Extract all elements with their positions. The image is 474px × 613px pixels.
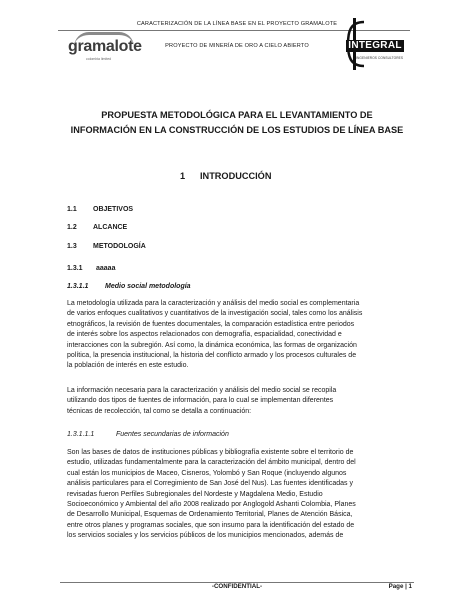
integral-logo	[342, 18, 408, 70]
heading-fuentes-secundarias	[67, 431, 229, 438]
gramalote-logo-tagline: colombia limited	[86, 57, 112, 61]
heading-text: Medio social metodología	[105, 283, 191, 290]
paragraph-line: etnográficos, la revisión de fuentes documentales, la comparación estadística entre periodos	[67, 320, 355, 328]
heading-objetivos	[67, 206, 133, 213]
heading-subsection	[67, 265, 115, 272]
footer-confidential: -CONFIDENTIAL-	[211, 583, 263, 590]
heading-text: OBJETIVOS	[93, 206, 134, 213]
paragraph-line: cual están los municipios de Maceo, Cisneros, Yolombó y San Roque (incluyendo algunos	[67, 469, 347, 477]
paragraph-line: revisadas fueron Perfiles Subregionales del Nordeste y Magdalena Medio, Estudio	[67, 490, 323, 498]
document-title-line: PROPUESTA METODOLÓGICA PARA EL LEVANTAMIENTO DE	[101, 110, 373, 120]
heading-text: ALCANCE	[93, 224, 128, 231]
paragraph-line: La metodología utilizada para la caracterización y análisis del medio social es complementaria	[67, 300, 360, 307]
document-title-line: INFORMACIÓN EN LA CONSTRUCCIÓN DE LOS ESTUDIOS DE LÍNEA BASE	[70, 125, 404, 135]
paragraph-line: La información necesaria para la caracterización y análisis del medio social se recopila	[67, 387, 337, 394]
document-title	[60, 108, 414, 138]
heading-number: 1.3	[67, 243, 77, 250]
heading-text: Fuentes secundarias de información	[116, 431, 229, 438]
heading-number: 1.3.1	[67, 265, 83, 272]
footer-page-number: Page | 1	[388, 583, 412, 590]
paragraph-metodologia	[67, 299, 412, 372]
heading-number: 1.3.1.1	[67, 283, 89, 290]
heading-number: 1.2	[67, 224, 77, 231]
heading-number: 1	[180, 171, 186, 181]
gramalote-logo-text: gramalote	[68, 38, 142, 55]
heading-number: 1.1	[67, 206, 77, 213]
paragraph-line: de interés sobre los aspectos relacionados con demografía, espacialidad, conectividad e	[67, 331, 342, 339]
paragraph-line: Son las bases de datos de instituciones públicas y bibliografía existente sobre el territorio de	[67, 449, 354, 456]
gramalote-logo	[66, 28, 142, 62]
integral-logo-tagline: INGENIEROS CONSULTORES	[356, 56, 404, 60]
paragraph-line: interacciones con la subregión. Así como, la dinámica económica, las formas de organización	[67, 341, 357, 349]
paragraph-line: utilizando dos tipos de fuentes de información, para lo cual se implementan diferentes	[67, 397, 334, 405]
heading-introduccion	[180, 171, 271, 181]
paragraph-line: la población de interés en este estudio.	[67, 362, 189, 370]
heading-alcance	[67, 224, 127, 231]
paragraph-line: los servicios sociales y los servicios públicos de los municipios mencionados, además de	[67, 532, 344, 540]
header-title: CARACTERIZACIÓN DE LA LÍNEA BASE EN EL PROYECTO GRAMALOTE	[136, 21, 338, 27]
integral-logo-text: INTEGRAL	[346, 40, 404, 52]
paragraph-line: estudio, utilizadas fundamentalmente para la caracterización del ámbito municipal, dentro del	[67, 459, 356, 467]
heading-medio-social	[67, 283, 191, 290]
heading-text: METODOLOGÍA	[93, 243, 146, 250]
heading-text: aaaaa	[96, 265, 116, 272]
paragraph-fuentes	[67, 448, 412, 542]
heading-number: 1.3.1.1.1	[67, 431, 95, 438]
paragraph-line: política, la presencia institucional, la historia del conflicto armado y los procesos culturales de	[67, 352, 357, 360]
paragraph-line: de Desarrollo Municipal, Esquemas de Ordenamiento Territorial, Planes de Atención Básica,	[67, 511, 353, 519]
paragraph-line: análisis particulares para el Corregimiento de San José del Nus). Las fuentes identificadas y	[67, 480, 353, 488]
paragraph-line: Socioeconómico y Ambiental del año 2008 realizado por Anglogold Ashanti Colombia, Planes	[67, 501, 356, 509]
heading-text: INTRODUCCIÓN	[200, 171, 272, 181]
paragraph-line: entre otros planes y programas sociales, que son insumo para la identificación del estado de	[67, 521, 355, 529]
paragraph-line: de varios enfoques cualitativos y cuantitativos de la investigación social, tales como los análisis	[67, 310, 363, 318]
paragraph-informacion	[67, 386, 412, 417]
header-subtitle: PROYECTO DE MINERÍA DE ORO A CIELO ABIERTO	[165, 43, 309, 49]
paragraph-line: técnicas de recolección, tal como se detalla a continuación:	[67, 407, 252, 415]
heading-metodologia	[67, 243, 146, 250]
